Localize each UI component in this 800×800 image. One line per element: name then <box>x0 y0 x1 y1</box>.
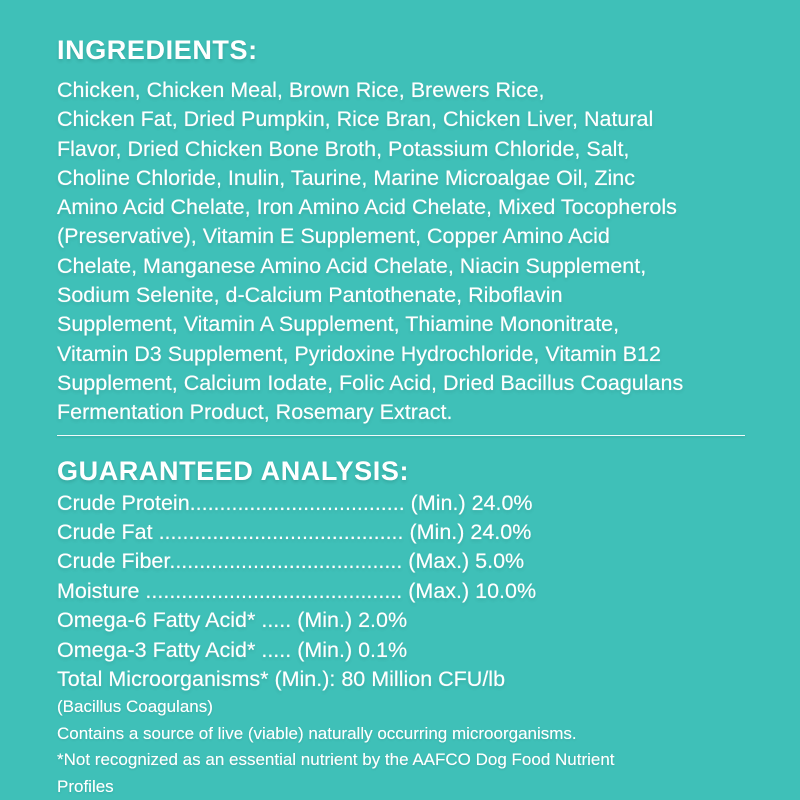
ingredients-line: (Preservative), Vitamin E Supplement, Copper Amino Acid <box>57 224 610 249</box>
analysis-value: 80 Million CFU/lb <box>341 667 506 691</box>
analysis-value: (Min.) 24.0% <box>403 519 532 544</box>
analysis-row-omega3 <box>57 636 750 665</box>
ingredients-paragraph <box>57 76 750 428</box>
analysis-value: (Max.) 10.0% <box>402 578 537 603</box>
dot-leader: ..... <box>261 608 292 633</box>
analysis-value: (Min.) 24.0% <box>404 490 533 515</box>
analysis-row-crude-protein <box>57 489 750 518</box>
dot-leader: ....................................... <box>169 549 403 574</box>
analysis-label: Omega-3 Fatty Acid* <box>57 637 262 662</box>
guaranteed-analysis-heading: GUARANTEED ANALYSIS: <box>57 455 410 486</box>
ingredients-line: Chicken, Chicken Meal, Brown Rice, Brewers Rice, <box>57 78 545 102</box>
analysis-row-total-microorganisms <box>57 665 750 694</box>
ingredients-line: Supplement, Vitamin A Supplement, Thiamine Mononitrate, <box>57 312 620 337</box>
ingredients-line: Amino Acid Chelate, Iron Amino Acid Chelate, Mixed Tocopherols <box>57 195 677 220</box>
aafco-footnote-line1: *Not recognized as an essential nutrient by the AAFCO Dog Food Nutrient <box>57 750 615 770</box>
analysis-value: (Min.) 0.1% <box>291 637 408 662</box>
guaranteed-analysis-table <box>57 489 750 695</box>
dot-leader: ........................................... <box>145 578 403 603</box>
bacillus-species-note: (Bacillus Coagulans) <box>57 697 213 717</box>
dot-leader: .................................... <box>189 490 405 515</box>
analysis-row-moisture <box>57 577 750 606</box>
analysis-label: Crude Protein <box>57 490 190 515</box>
ingredients-line: Flavor, Dried Chicken Bone Broth, Potassium Chloride, Salt, <box>57 136 630 161</box>
dot-leader: ..... <box>261 637 292 662</box>
analysis-label: Crude Fiber <box>57 549 170 574</box>
analysis-row-crude-fiber <box>57 547 750 576</box>
aafco-footnote-line2: Profiles <box>57 776 114 796</box>
analysis-row-omega6 <box>57 606 750 635</box>
section-divider <box>57 435 745 436</box>
analysis-row-crude-fat <box>57 518 750 547</box>
ingredients-line: Chicken Fat, Dried Pumpkin, Rice Bran, Chicken Liver, Natural <box>57 107 654 132</box>
ingredients-line: Choline Chloride, Inulin, Taurine, Marine Microalgae Oil, Zinc <box>57 165 635 190</box>
ingredients-line: Chelate, Manganese Amino Acid Chelate, Niacin Supplement, <box>57 253 647 278</box>
analysis-label: Moisture <box>57 578 146 603</box>
analysis-label: Omega-6 Fatty Acid* <box>57 608 262 633</box>
ingredients-line: Sodium Selenite, d-Calcium Pantothenate, Riboflavin <box>57 283 563 308</box>
ingredients-line: Vitamin D3 Supplement, Pyridoxine Hydrochloride, Vitamin B12 <box>57 341 661 366</box>
analysis-label: Total Microorganisms* (Min.): <box>57 667 342 691</box>
viable-microorganisms-note: Contains a source of live (viable) naturally occurring microorganisms. <box>57 723 577 743</box>
ingredients-heading: INGREDIENTS: <box>57 35 258 65</box>
analysis-value: (Min.) 2.0% <box>291 608 408 633</box>
dot-leader: ......................................... <box>158 519 404 544</box>
ingredients-line: Fermentation Product, Rosemary Extract. <box>57 400 453 425</box>
ingredients-line: Supplement, Calcium Iodate, Folic Acid, Dried Bacillus Coagulans <box>57 370 684 395</box>
analysis-value: (Max.) 5.0% <box>402 549 525 574</box>
analysis-label: Crude Fat <box>57 519 159 544</box>
